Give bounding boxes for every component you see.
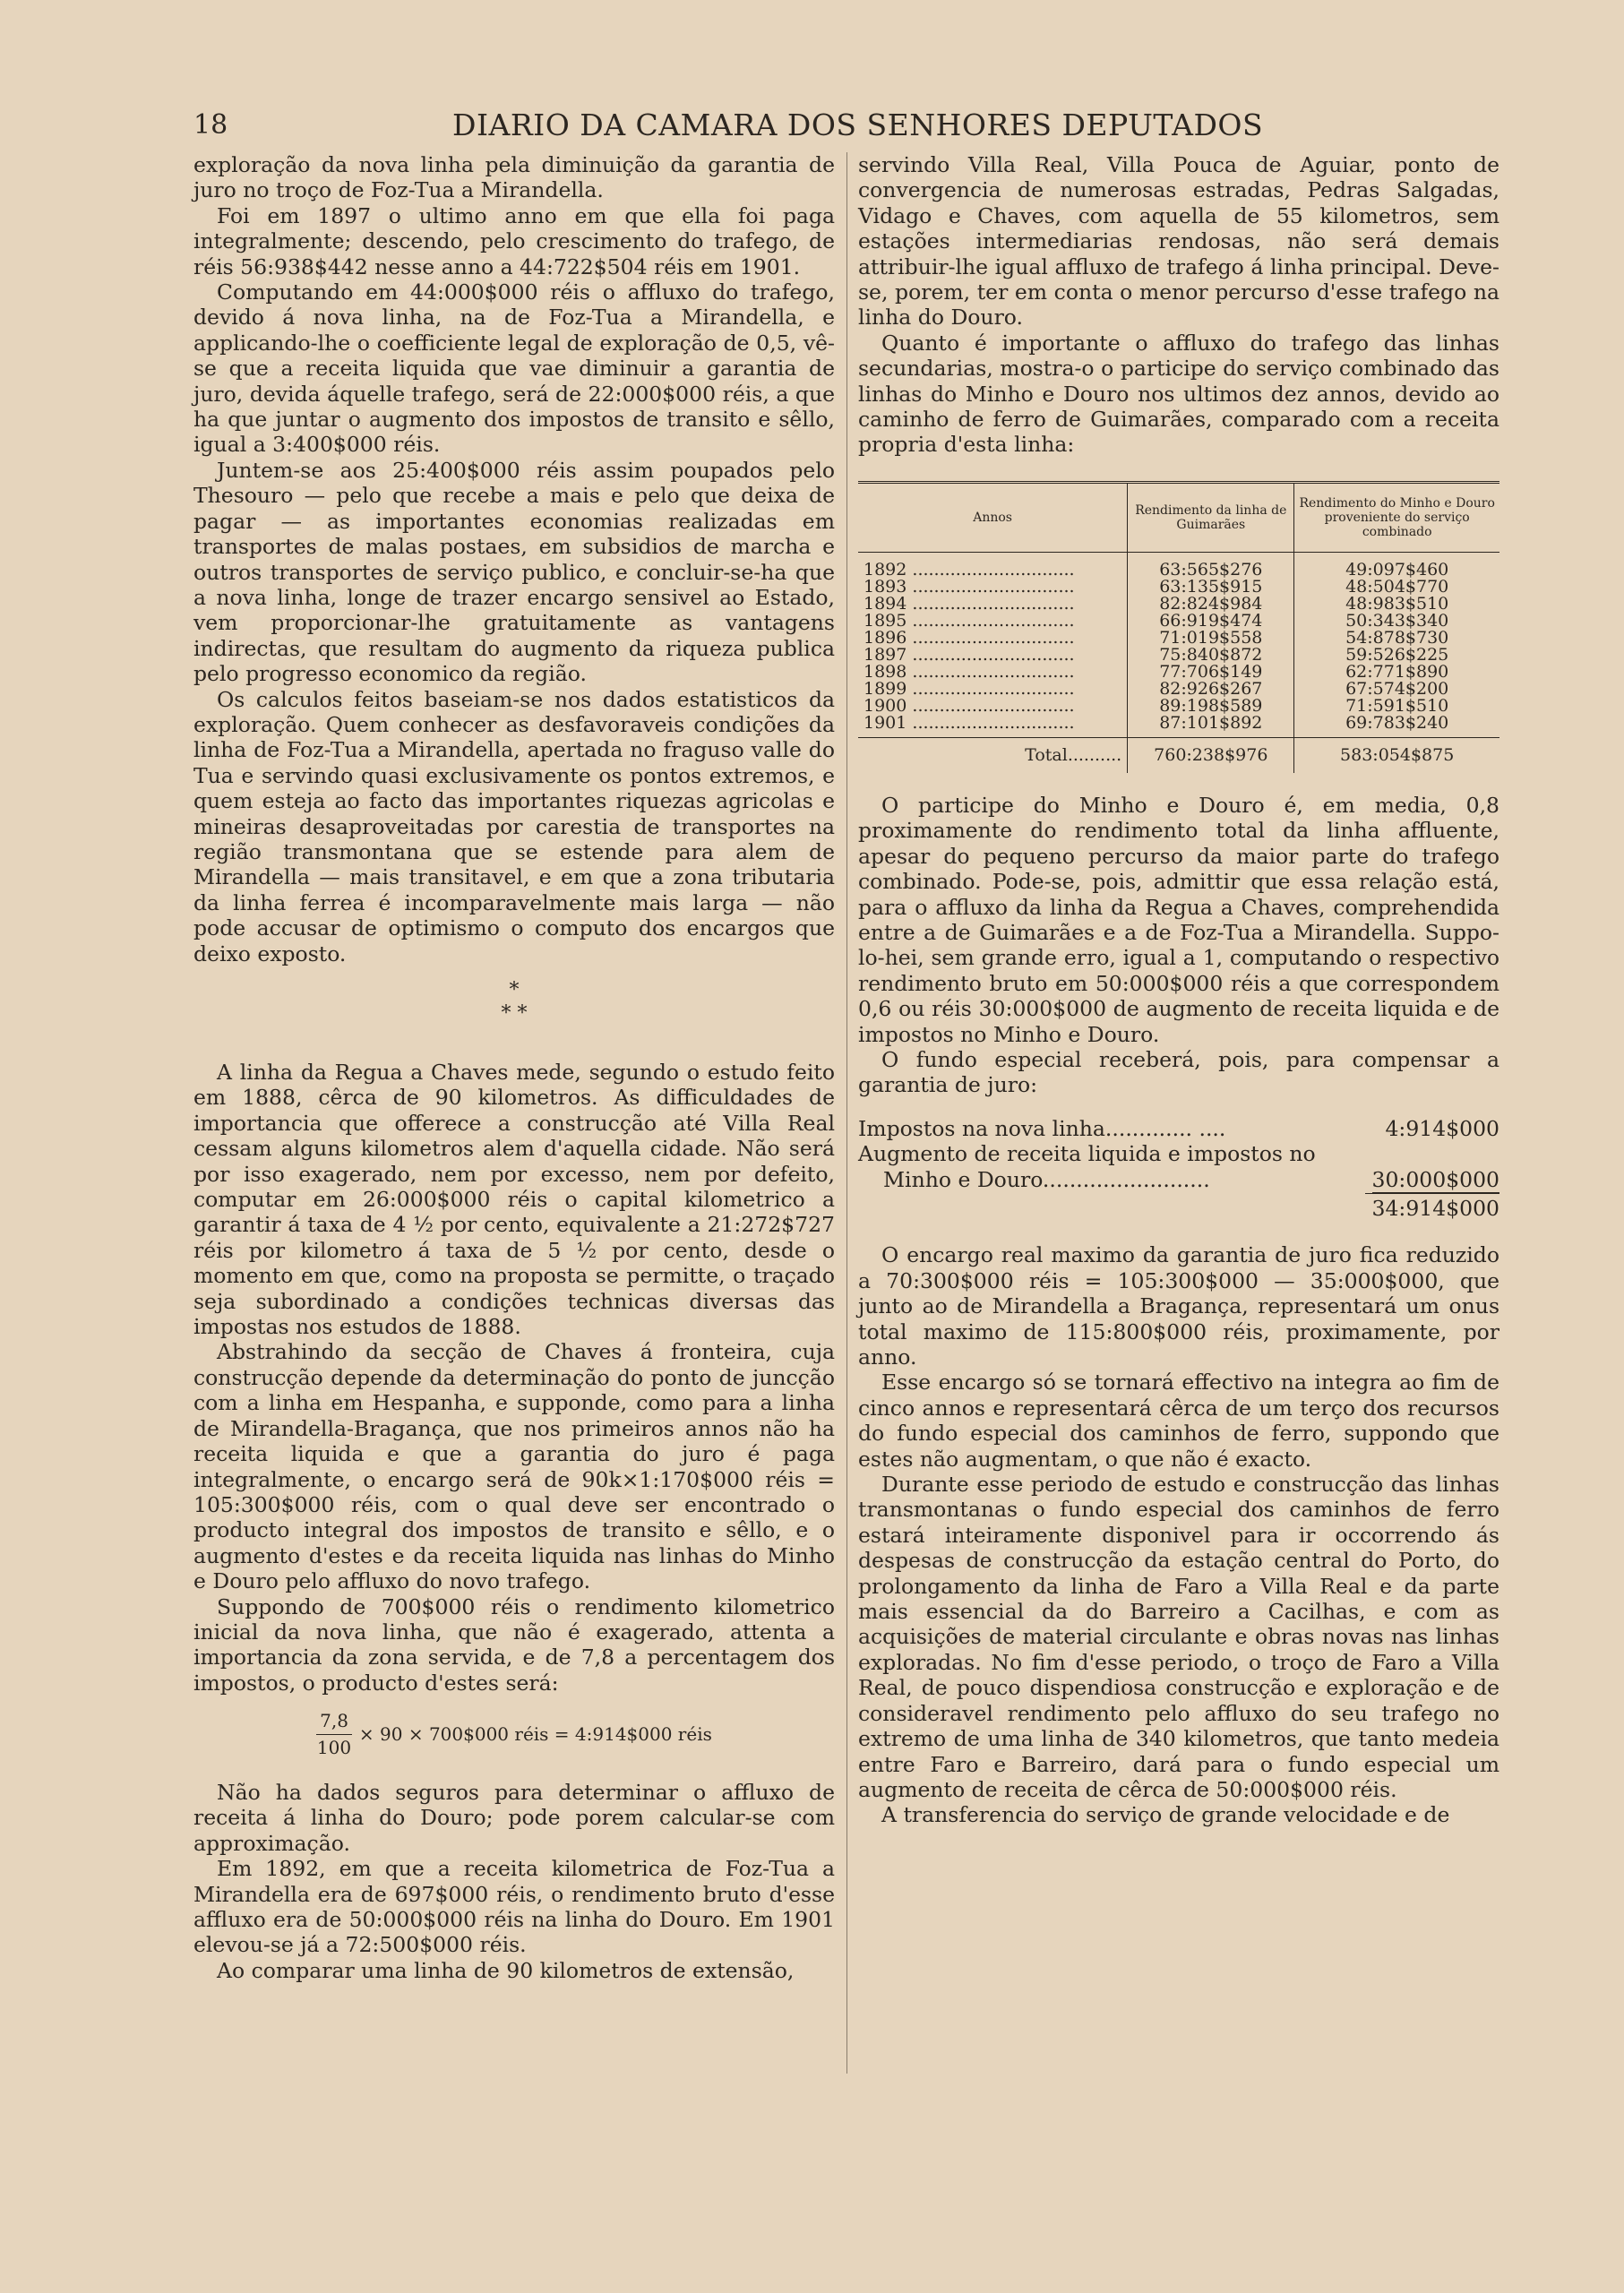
year-label: 1898 bbox=[864, 661, 907, 682]
header-years: Annos bbox=[973, 510, 1012, 525]
fund-line bbox=[858, 1141, 1499, 1166]
minho-douro-cell: 67:574$200 bbox=[1294, 681, 1499, 698]
tax-formula bbox=[193, 1708, 835, 1760]
year-label: 1892 bbox=[864, 559, 907, 580]
header-guimaraes: Rendimento da linha de Guimarães bbox=[1128, 482, 1294, 552]
fund-line-label: Minho e Douro......................... bbox=[883, 1166, 1210, 1192]
table-body bbox=[858, 552, 1499, 737]
minho-douro-cell: 69:783$240 bbox=[1294, 715, 1499, 738]
guimaraes-cell: 89:198$589 bbox=[1128, 698, 1294, 715]
fund-total bbox=[858, 1193, 1499, 1221]
fund-calculation bbox=[858, 1116, 1499, 1222]
fund-line-amount: 30:000$000 bbox=[1371, 1166, 1499, 1192]
year-cell: 1897 .............................. bbox=[864, 644, 1075, 665]
table-header-row bbox=[858, 482, 1499, 552]
fund-line-label: Augmento de receita liquida e impostos no bbox=[858, 1141, 1316, 1167]
guimaraes-cell: 77:706$149 bbox=[1128, 664, 1294, 681]
year-cell: 1896 .............................. bbox=[864, 627, 1075, 648]
fund-line bbox=[858, 1167, 1499, 1193]
total-label-text: Total bbox=[1025, 744, 1068, 765]
minho-douro-cell: 49:097$460 bbox=[1294, 552, 1499, 579]
year-label: 1893 bbox=[864, 576, 907, 597]
paragraph: Foi em 1897 o ultimo anno em que ella foi paga integralmente; descendo, pelo crescimento do trafego, de réis 56:938$442 nesse anno a 44:722$504 réis em 1901. bbox=[193, 202, 835, 279]
paragraph: Abstrahindo da secção de Chaves á fronteira, cuja construcção depende da determinação do ponto de juncção com a linha em Hespanha, e supponde, como para a linha de Mirandella-Bragança, que nos primeiros annos não ha receita liquida e que a garantia do juro é paga integralmente, o encargo será de 90k×1:170$000 réis = 105:300$000 réis, com o qual deve ser encontrado o producto integral dos impostos de transito e sêllo, e o augmento d'estes e da receita liquida nas linhas do Minho e Douro pelo affluxo do novo trafego. bbox=[193, 1339, 835, 1594]
paragraph: Quanto é importante o affluxo do trafego das linhas secundarias, mostra-o o participe do serviço combinado das linhas do Minho e Douro nos ultimos dez annos, devido ao caminho de ferro de Guimarães, comparado com a receita propria d'esta linha: bbox=[858, 330, 1499, 458]
fraction-numerator: 7,8 bbox=[316, 1708, 352, 1734]
paragraph: O participe do Minho e Douro é, em media, 0,8 proximamente do rendimento total da linha affluente, apesar do pequeno percurso da maior parte do trafego combinado. Pode-se, pois, admittir que essa relação está, para o affluxo da linha da Regua a Chaves, comprehendida entre a de Guimarães e a de Foz-Tua a Mirandella. Suppo-lo-hei, sem grande erro, igual a 1, computando o respectivo rendimento bruto em 50:000$000 réis a que correspondem 0,6 ou réis 30:000$000 de augmento de receita liquida e de impostos no Minho e Douro. bbox=[858, 792, 1499, 1047]
paragraph: Ao comparar uma linha de 90 kilometros de extensão, bbox=[217, 1957, 795, 1983]
year-cell: 1895 .............................. bbox=[864, 610, 1075, 631]
guimaraes-cell: 82:824$984 bbox=[1128, 596, 1294, 613]
paragraph: A transferencia do serviço de grande velocidade e de bbox=[881, 1802, 1450, 1828]
minho-douro-cell: 54:878$730 bbox=[1294, 630, 1499, 647]
minho-douro-cell: 71:591$510 bbox=[1294, 698, 1499, 715]
guimaraes-cell: 82:926$267 bbox=[1128, 681, 1294, 698]
fund-line bbox=[858, 1116, 1499, 1141]
total-label: Total.......... bbox=[858, 737, 1128, 773]
paragraph: exploração da nova linha pela diminuição da garantia de juro no troço de Foz-Tua a Mirandella. bbox=[193, 152, 835, 203]
minho-douro-cell: 59:526$225 bbox=[1294, 647, 1499, 664]
total-guimaraes: 760:238$976 bbox=[1128, 737, 1294, 773]
year-cell: 1894 .............................. bbox=[864, 593, 1075, 614]
year-label: 1900 bbox=[864, 695, 907, 716]
revenue-table bbox=[858, 481, 1499, 773]
paragraph: Em 1892, em que a receita kilometrica de Foz-Tua a Mirandella era de 697$000 réis, o rendimento bruto d'esse affluxo era de 50:000$000 réis na linha do Douro. Em 1901 elevou-se já a 72:500$000 réis. bbox=[193, 1856, 835, 1958]
year-cell: 1900 .............................. bbox=[864, 695, 1075, 716]
table-total-row bbox=[858, 737, 1499, 773]
guimaraes-cell: 87:101$892 bbox=[1128, 715, 1294, 738]
year-label: 1899 bbox=[864, 678, 907, 699]
asterism-bottom: * * bbox=[501, 1002, 528, 1025]
minho-douro-cell: 48:504$770 bbox=[1294, 579, 1499, 596]
paragraph: Suppondo de 700$000 réis o rendimento kilometrico inicial da nova linha, que não é exagerado, attenta a importancia da zona servida, e de 7,8 a percentagem dos impostos, o producto d'estes será: bbox=[193, 1593, 835, 1696]
paragraph: Computando em 44:000$000 réis o affluxo do trafego, devido á nova linha, na de Foz-Tua a Mirandella, e applicando-lhe o coefficiente legal de exploração de 0,5, vê-se que a receita liquida que vae diminuir a garantia de juro, devida áquelle trafego, será de 22:000$000 réis, a que ha que juntar o augmento dos impostos de transito e sêllo, igual a 3:400$000 réis. bbox=[193, 279, 835, 458]
year-label: 1897 bbox=[864, 644, 907, 665]
paragraph: servindo Villa Real, Villa Pouca de Aguiar, ponto de convergencia de numerosas estradas, Pedras Salgadas, Vidago e Chaves, com aquella de 55 kilometros, sem estações intermediarias rendosas, não será demais attribuir-lhe igual affluxo de trafego á linha principal. Deve-se, porem, ter em conta o menor percurso d'esse trafego na linha do Douro. bbox=[858, 152, 1499, 331]
paragraph: Juntem-se aos 25:400$000 réis assim poupados pelo Thesouro — pelo que recebe a mais e pelo que deixa de pagar — as importantes economias realizadas em transportes de malas postaes, em subsidios de marcha e outros transportes de serviço publico, e concluir-se-ha que a nova linha, longe de trazer encargo sensivel ao Estado, vem proporcionar-lhe gratuitamente as vantagens indirectas, que resultam do augmento da riqueza publica pelo progresso economico da região. bbox=[193, 457, 835, 687]
paragraph: O fundo especial receberá, pois, para compensar a garantia de juro: bbox=[858, 1046, 1499, 1098]
year-cell: 1899 .............................. bbox=[864, 678, 1075, 699]
guimaraes-cell: 71:019$558 bbox=[1128, 630, 1294, 647]
fund-total-amount: 34:914$000 bbox=[1365, 1193, 1499, 1221]
year-cell: 1901 .............................. bbox=[864, 712, 1075, 733]
column-divider bbox=[846, 152, 847, 2074]
year-cell: 1893 .............................. bbox=[864, 576, 1075, 597]
formula-rest: × 90 × 700$000 réis = 4:914$000 réis bbox=[358, 1722, 712, 1745]
paragraph: Não ha dados seguros para determinar o affluxo de receita á linha do Douro; pode porem calcular-se com approximação. bbox=[193, 1779, 835, 1856]
fraction bbox=[316, 1708, 352, 1760]
year-label: 1894 bbox=[864, 593, 907, 614]
table-row bbox=[858, 715, 1499, 738]
left-column bbox=[193, 152, 835, 1983]
year-cell: 1898 .............................. bbox=[864, 661, 1075, 682]
page-number: 18 bbox=[193, 109, 228, 141]
guimaraes-cell: 63:565$276 bbox=[1128, 552, 1294, 579]
fund-line-amount: 4:914$000 bbox=[1385, 1115, 1499, 1141]
section-separator bbox=[193, 979, 835, 1026]
year-label: 1896 bbox=[864, 627, 907, 648]
header-minho-douro: Rendimento do Minho e Douro proveniente do serviço combinado bbox=[1294, 482, 1499, 552]
right-column bbox=[858, 152, 1499, 1828]
year-cell: 1892 .............................. bbox=[864, 559, 1075, 580]
year-label: 1901 bbox=[864, 712, 907, 733]
total-minho-douro: 583:054$875 bbox=[1294, 737, 1499, 773]
running-header: DIARIO DA CAMARA DOS SENHORES DEPUTADOS bbox=[452, 107, 1264, 142]
guimaraes-cell: 63:135$915 bbox=[1128, 579, 1294, 596]
table-row bbox=[858, 552, 1499, 579]
year-label: 1895 bbox=[864, 610, 907, 631]
paragraph: A linha da Regua a Chaves mede, segundo o estudo feito em 1888, cêrca de 90 kilometros. As difficuldades de importancia que offerece a construcção até Villa Real cessam alguns kilometros alem d'aquella cidade. Não será por isso exagerado, nem por excesso, nem por defeito, computar em 26:000$000 réis o capital kilometrico a garantir á taxa de 4 ½ por cento, equivalente a 21:272$727 réis por kilometro á taxa de 5 ½ por cento, desde o momento em que, como na proposta se permitte, o traçado seja subordinado a condições technicas diversas das impostas nos estudos de 1888. bbox=[193, 1060, 835, 1340]
paragraph: Esse encargo só se tornará effectivo na integra ao fim de cinco annos e representará cêrca de um terço dos recursos do fundo especial dos caminhos de ferro, suppondo que estes não augmentam, o que não é exacto. bbox=[858, 1370, 1499, 1472]
fund-line-label: Impostos na nova linha............. .... bbox=[858, 1115, 1226, 1141]
minho-douro-cell: 62:771$890 bbox=[1294, 664, 1499, 681]
fraction-denominator: 100 bbox=[316, 1736, 352, 1758]
guimaraes-cell: 75:840$872 bbox=[1128, 647, 1294, 664]
asterism-top: * bbox=[509, 979, 520, 1001]
guimaraes-cell: 66:919$474 bbox=[1128, 613, 1294, 630]
paragraph: O encargo real maximo da garantia de juro fica reduzido a 70:300$000 réis = 105:300$000 — 35:000$000, que junto ao de Mirandella a Bragança, representará um onus total maximo de 115:800$000 réis, proximamente, por anno. bbox=[858, 1242, 1499, 1370]
minho-douro-cell: 48:983$510 bbox=[1294, 596, 1499, 613]
minho-douro-cell: 50:343$340 bbox=[1294, 613, 1499, 630]
paragraph: Os calculos feitos baseiam-se nos dados estatisticos da exploração. Quem conhecer as desfavoraveis condições da linha de Foz-Tua a Mirandella, apertada no fraguso valle do Tua e servindo quasi exclusivamente os pontos extremos, e quem esteja ao facto das importantes riquezas agricolas e mineiras desaproveitadas por carestia de transportes na região transmontana que se estende para alem de Mirandella — mais transitavel, e em que a zona tributaria da linha ferrea é incomparavelmente mais larga — não pode accusar de optimismo o computo dos encargos que deixo exposto. bbox=[193, 686, 835, 966]
paragraph: Durante esse periodo de estudo e construcção das linhas transmontanas o fundo especial dos caminhos de ferro estará inteiramente disponivel para ir occorrendo ás despesas de construcção da estação central do Porto, do prolongamento da linha de Faro a Villa Real e da parte mais essencial da do Barreiro a Cacilhas, e com as acquisições de material circulante e obras novas nas linhas exploradas. No fim d'esse periodo, o troço de Faro a Villa Real, de pouco dispendiosa construcção e exploração e de consideravel rendimento pelo affluxo do seu trafego no extremo de uma linha de 340 kilometros, que tanto medeia entre Faro e Barreiro, dará para o fundo especial um augmento de receita de cêrca de 50:000$000 réis. bbox=[858, 1472, 1499, 1802]
